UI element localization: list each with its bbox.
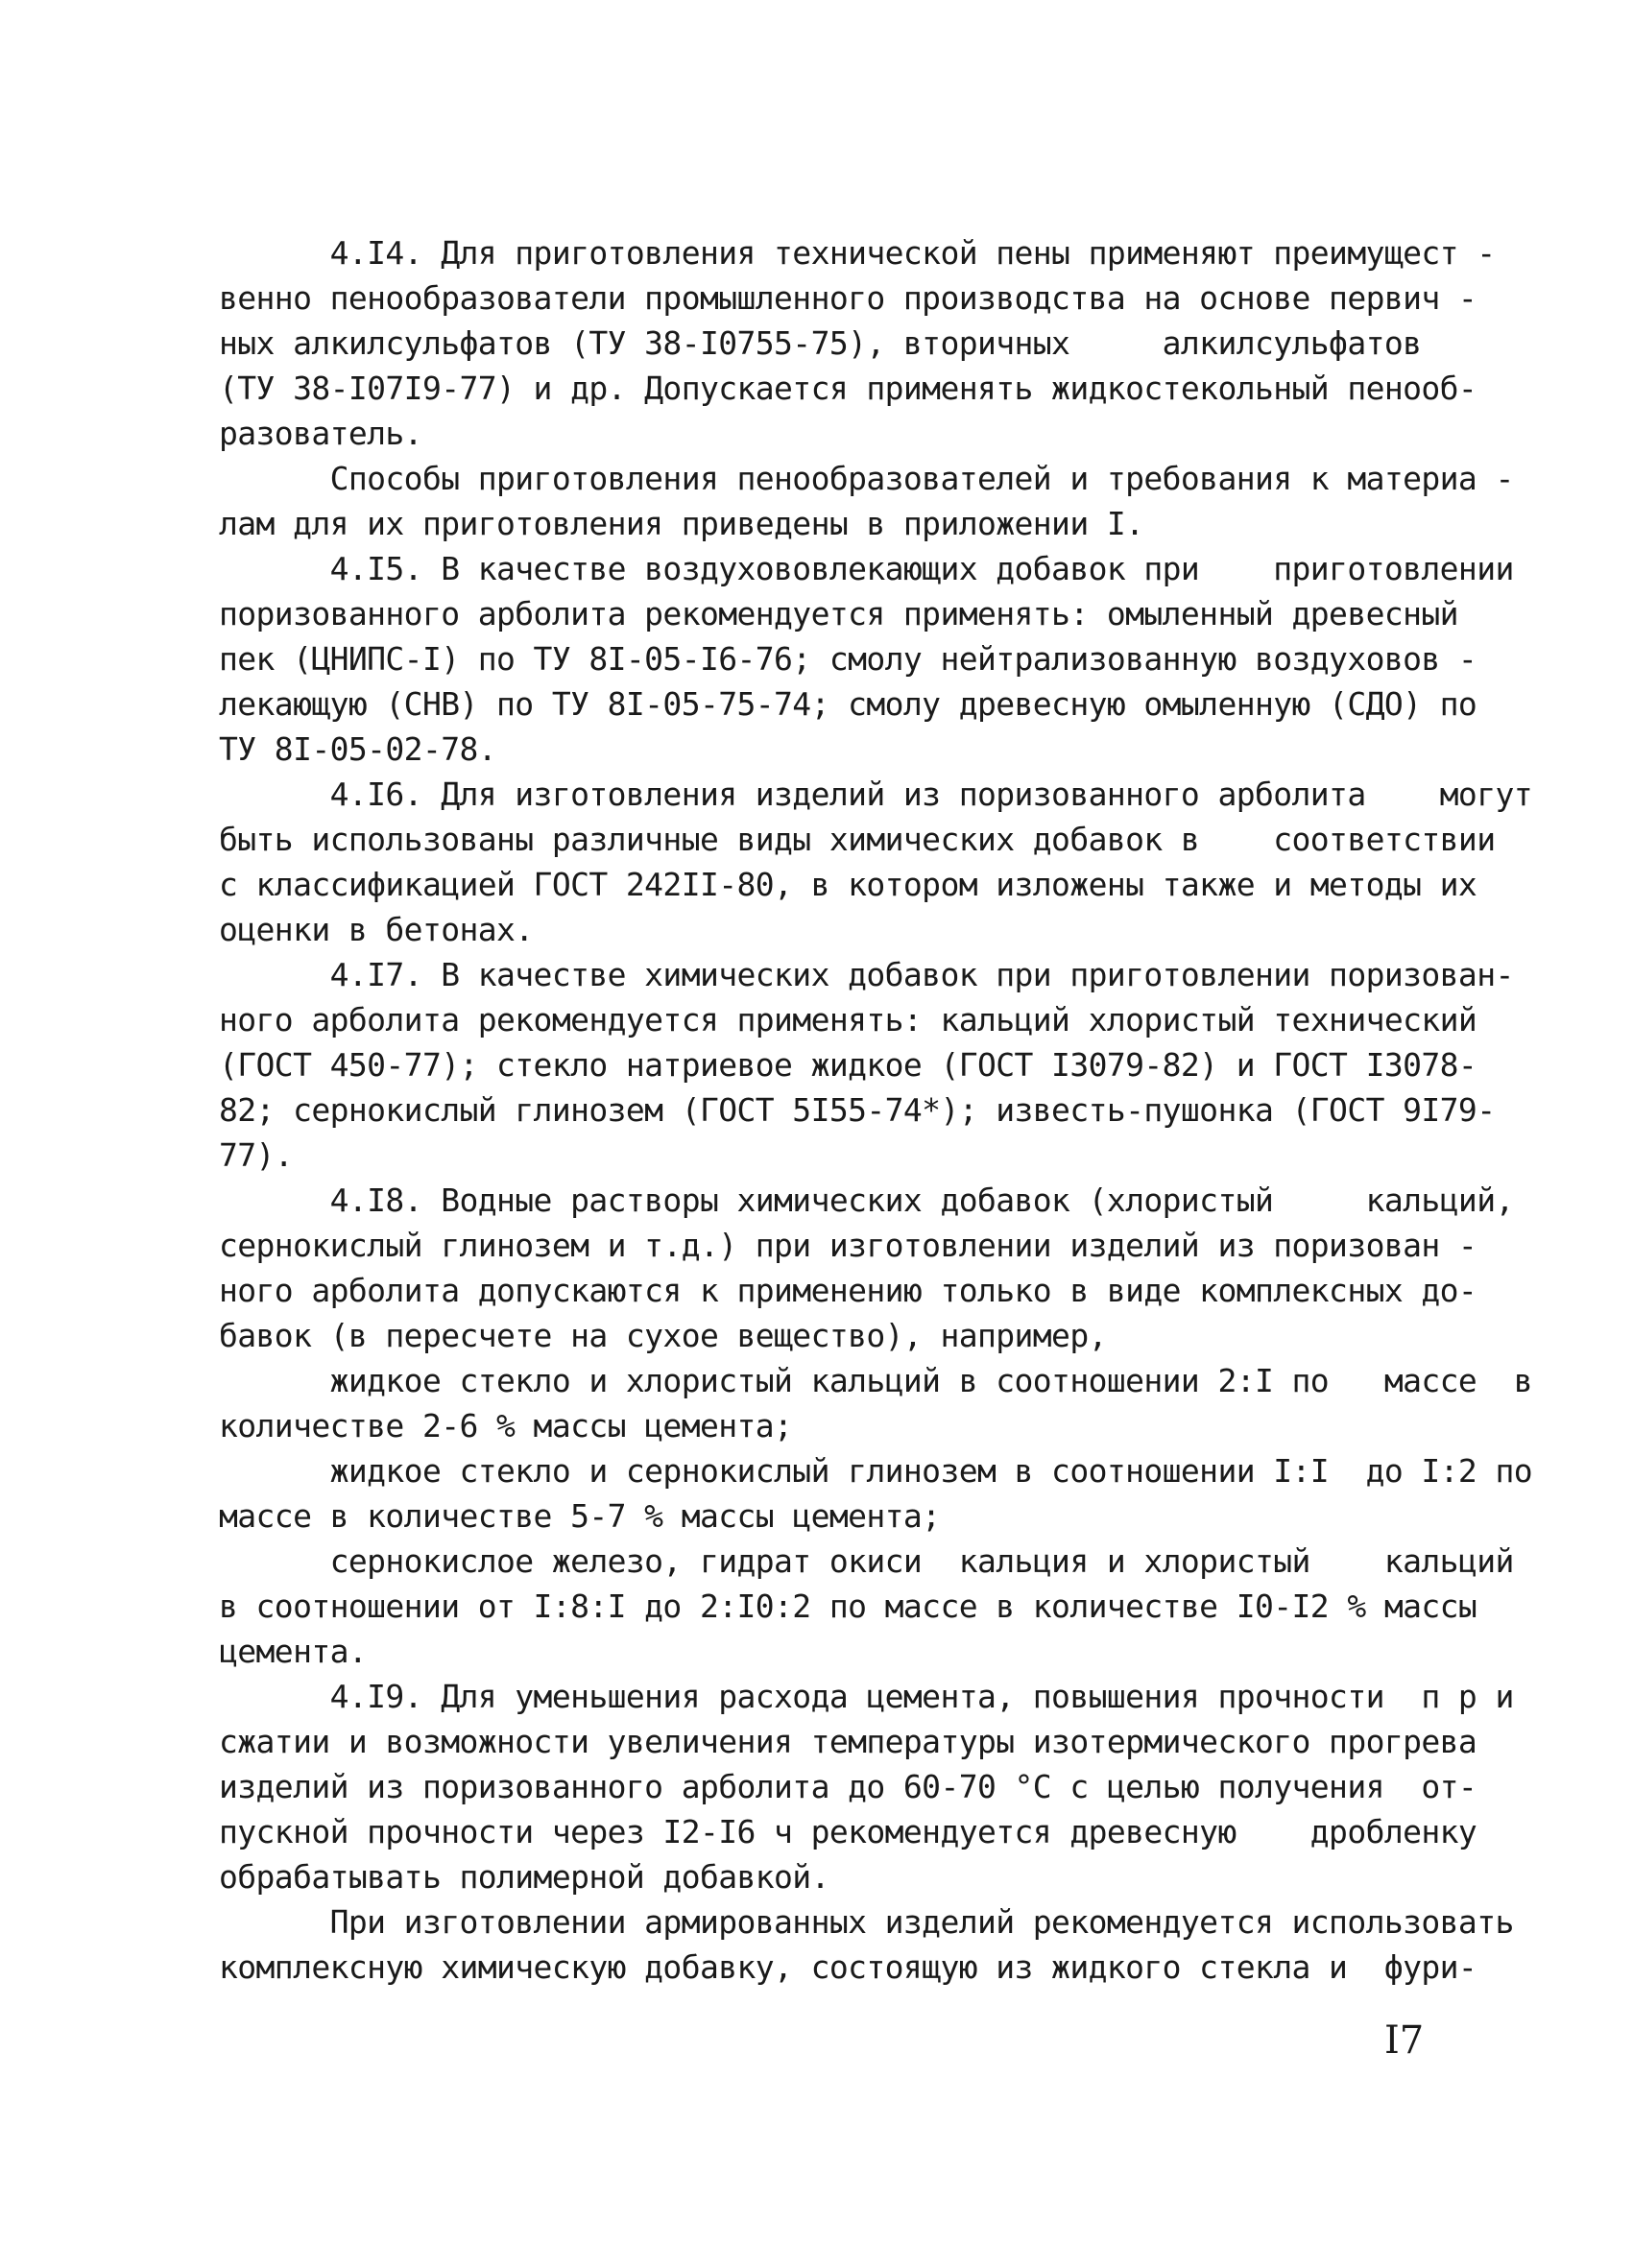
text-line: быть использованы различные виды химических добавок в соответствии [219,821,1496,858]
text-line: 4.I4. Для приготовления технической пены применяют преимущест - [219,234,1496,272]
text-line: ного арболита допускаются к применению только в виде комплексных до- [219,1272,1477,1309]
text-line: сжатии и возможности увеличения температуры изотермического прогрева [219,1723,1477,1760]
text-line: с классификацией ГОСТ 242II-80, в котором изложены также и методы их [219,866,1477,903]
text-line: 77). [219,1136,294,1174]
text-line: 4.I7. В качестве химических добавок при приготовлении поризован- [219,956,1514,993]
text-line: 4.I9. Для уменьшения расхода цемента, повышения прочности п р и [219,1678,1514,1715]
text-line: 4.I5. В качестве воздухововлекающих добавок при приготовлении [219,550,1514,587]
text-line: сернокислое железо, гидрат окиси кальция и хлористый кальций [219,1542,1514,1580]
text-line: сернокислый глинозем и т.д.) при изготовлении изделий из поризован - [219,1227,1477,1264]
text-line: 4.I8. Водные растворы химических добавок (хлористый кальций, [219,1182,1514,1219]
text-line: жидкое стекло и сернокислый глинозем в соотношении I:I до I:2 по [219,1452,1533,1490]
text-line: ных алкилсульфатов (ТУ 38-I0755-75), вторичных алкилсульфатов [219,324,1422,362]
text-line: Способы приготовления пенообразователей и требования к материа - [219,460,1514,497]
page-number: I7 [1384,2018,1425,2063]
text-line: в соотношении от I:8:I до 2:I0:2 по массе в количестве I0-I2 % массы [219,1588,1477,1625]
text-line: 4.I6. Для изготовления изделий из поризованного арболита могут [219,776,1533,813]
text-line: При изготовлении армированных изделий рекомендуется использовать [219,1903,1514,1941]
text-line: (ГОСТ 450-77); стекло натриевое жидкое (ГОСТ I3079-82) и ГОСТ I3078- [219,1046,1477,1084]
text-line: (ТУ 38-I07I9-77) и др. Допускается применять жидкостекольный пенооб- [219,370,1477,407]
text-line: бавок (в пересчете на сухое вещество), например, [219,1317,1107,1354]
text-line: ТУ 8I-05-02-78. [219,730,497,768]
text-line: лекающую (СНВ) по ТУ 8I-05-75-74; смолу древесную омыленную (СДО) по [219,685,1477,723]
body-text [219,230,1533,1990]
text-line: оценки в бетонах. [219,911,534,948]
text-line: изделий из поризованного арболита до 60-70 °С с целью получения от- [219,1768,1477,1805]
text-line: массе в количестве 5-7 % массы цемента; [219,1497,941,1535]
text-line: цемента. [219,1633,368,1670]
text-line: ного арболита рекомендуется применять: кальций хлористый технический [219,1001,1477,1039]
text-line: венно пенообразователи промышленного производства на основе первич - [219,279,1477,317]
text-line: поризованного арболита рекомендуется применять: омыленный древесный [219,595,1458,633]
text-line: 82; сернокислый глинозем (ГОСТ 5I55-74*); известь-пушонка (ГОСТ 9I79- [219,1091,1496,1129]
text-line: разователь. [219,415,422,452]
text-line: пускной прочности через I2-I6 ч рекомендуется древесную дробленку [219,1813,1477,1850]
text-line: комплексную химическую добавку, состоящую из жидкого стекла и фури- [219,1948,1477,1986]
text-line: лам для их приготовления приведены в приложении I. [219,505,1144,542]
text-line: обрабатывать полимерной добавкой. [219,1858,829,1896]
text-line: пек (ЦНИПС-I) по ТУ 8I-05-I6-76; смолу нейтрализованную воздуховов - [219,640,1477,678]
text-line: жидкое стекло и хлористый кальций в соотношении 2:I по массе в [219,1362,1533,1399]
text-line: количестве 2-6 % массы цемента; [219,1407,793,1444]
